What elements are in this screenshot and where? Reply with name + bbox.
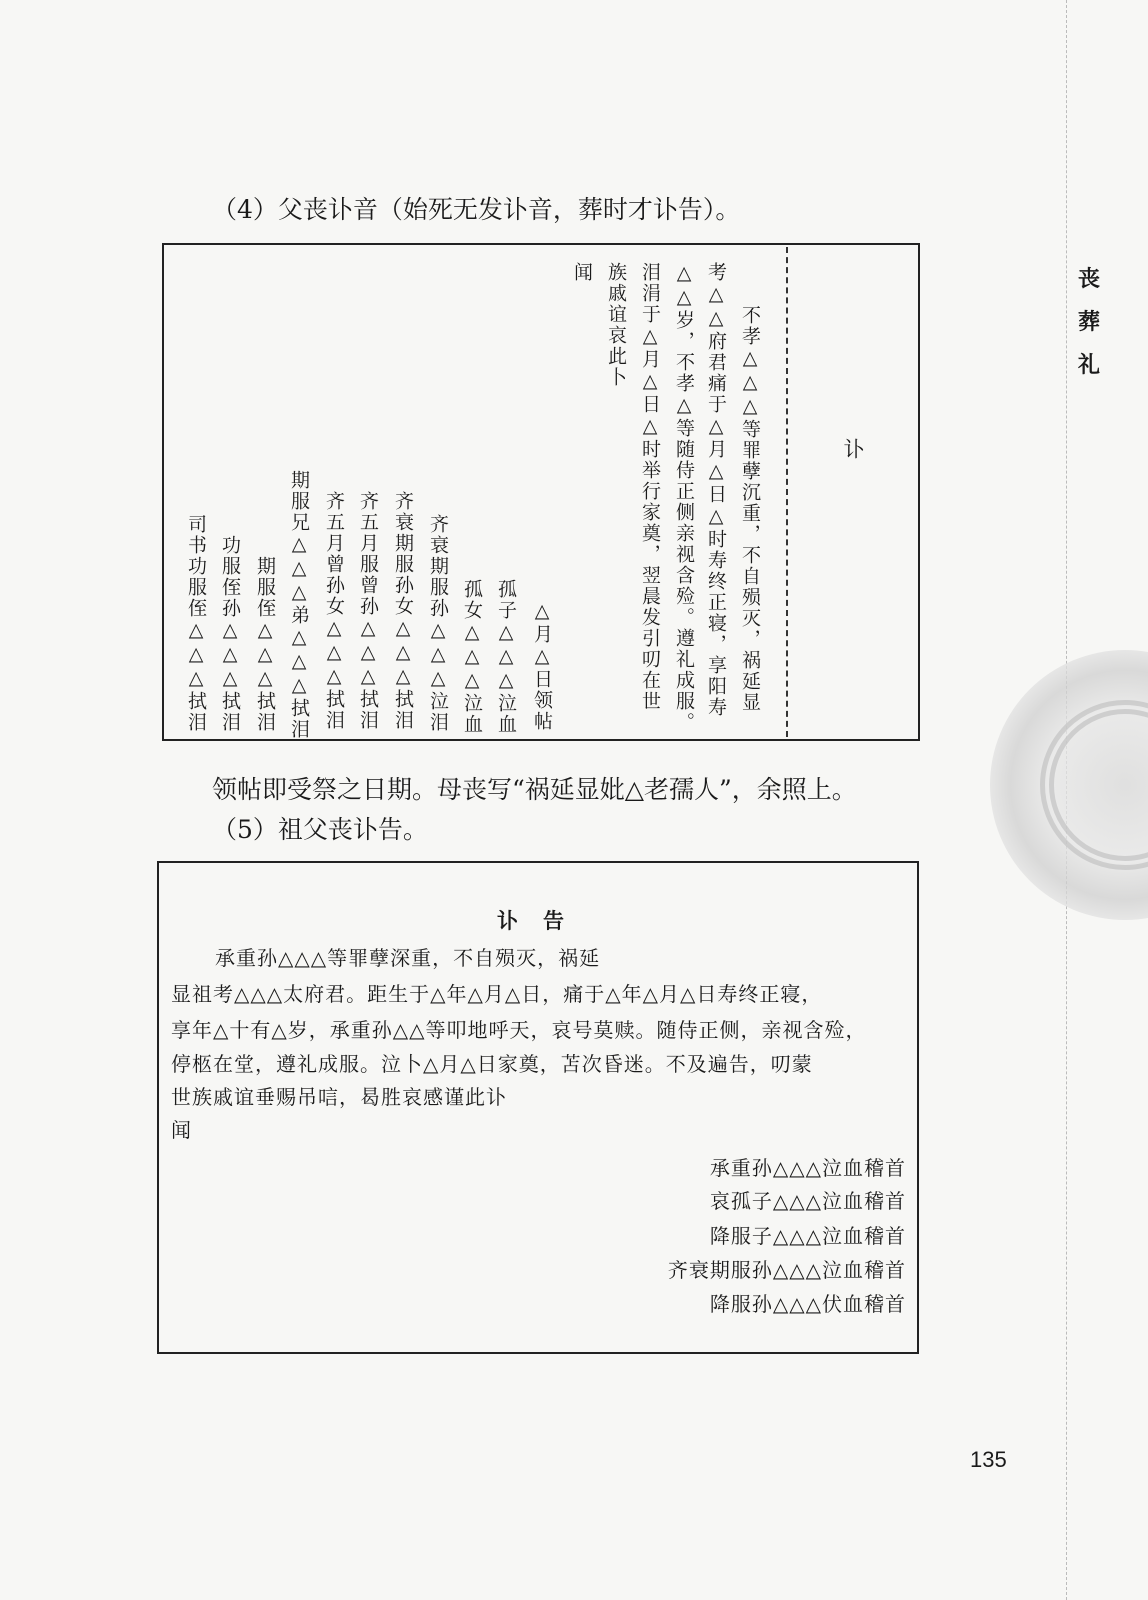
box2-signature-5: 降服孙△△△伏血稽首 xyxy=(709,1292,906,1316)
box1-signer-column-2: 孤子△△△泣血 xyxy=(495,579,517,735)
box2-line-2: 显祖考△△△太府君。距生于△年△月△日，痛于△年△月△日寿终正寝， xyxy=(171,982,823,1006)
box1-body-column-2: 考△△府君痛于△月△日△时寿终正寝，享阳寿 xyxy=(705,262,727,718)
section-4-heading: （4）父丧讣音（始死无发讣音，葬时才讣告）。 xyxy=(212,195,741,224)
box2-signature-1: 承重孙△△△泣血稽首 xyxy=(709,1156,906,1180)
box1-signer-column-8: 期服兄△△△弟△△△拭泪 xyxy=(288,470,310,740)
box1-signer-column-5: 齐衰期服孙女△△△拭泪 xyxy=(392,491,414,731)
box1-body-column-1: 不孝△△△等罪孽沉重，不自殒灭，祸延显 xyxy=(739,305,761,713)
note-line-1: 领帖即受祭之日期。母丧写“祸延显妣△老孺人”，余照上。 xyxy=(212,775,857,804)
page-number: 135 xyxy=(970,1447,1007,1472)
box2-line-1: 承重孙△△△等罪孽深重，不自殒灭，祸延 xyxy=(215,946,601,970)
box2-signature-3: 降服子△△△泣血稽首 xyxy=(709,1224,906,1248)
side-tab-char-3: 礼 xyxy=(1078,353,1101,378)
box2-line-6: 闻 xyxy=(171,1118,192,1142)
side-tab-char-2: 葬 xyxy=(1078,310,1101,335)
box2-title: 讣 告 xyxy=(497,908,566,933)
box2-line-5: 世族戚谊垂赐吊唁，曷胜哀感谨此讣 xyxy=(171,1085,507,1109)
box2-line-4: 停柩在堂，遵礼成服。泣卜△月△日家奠，苫次昏迷。不及遍告，叨蒙 xyxy=(171,1052,813,1076)
box1-signer-column-6: 齐五月服曾孙△△△拭泪 xyxy=(357,491,379,731)
box2-signature-4: 齐衰期服孙△△△泣血稽首 xyxy=(667,1258,906,1282)
box1-body-column-3: △△岁，不孝△等随侍正侧亲视含殓。遵礼成服。 xyxy=(673,262,695,733)
box1-signer-column-1: △月△日领帖 xyxy=(531,600,553,732)
box1-dashed-divider xyxy=(786,247,788,737)
box1-signer-column-4: 齐衰期服孙△△△泣泪 xyxy=(427,514,449,733)
box1-body-column-5: 族戚谊哀此卜 xyxy=(605,262,627,388)
section-5-heading: （5）祖父丧讣告。 xyxy=(212,815,428,844)
box1-signer-column-11: 司书功服侄△△△拭泪 xyxy=(185,514,207,733)
box1-body-column-6: 闻 xyxy=(571,262,593,283)
box1-signer-column-9: 期服侄△△△拭泪 xyxy=(254,556,276,733)
box2-line-3: 享年△十有△岁，承重孙△△等叩地呼天，哀号莫赎。随侍正侧，亲视含殓， xyxy=(171,1018,867,1042)
side-tab-char-1: 丧 xyxy=(1078,267,1101,292)
box1-signer-column-7: 齐五月曾孙女△△△拭泪 xyxy=(323,491,345,731)
box1-body-column-4: 泪涓于△月△日△时举行家奠，翌晨发引叨在世 xyxy=(639,262,661,712)
box1-signer-column-3: 孤女△△△泣血 xyxy=(461,579,483,735)
box1-signer-column-10: 功服侄孙△△△拭泪 xyxy=(219,535,241,733)
box2-signature-2: 哀孤子△△△泣血稽首 xyxy=(709,1189,906,1213)
box1-title-char: 讣 xyxy=(841,438,865,461)
